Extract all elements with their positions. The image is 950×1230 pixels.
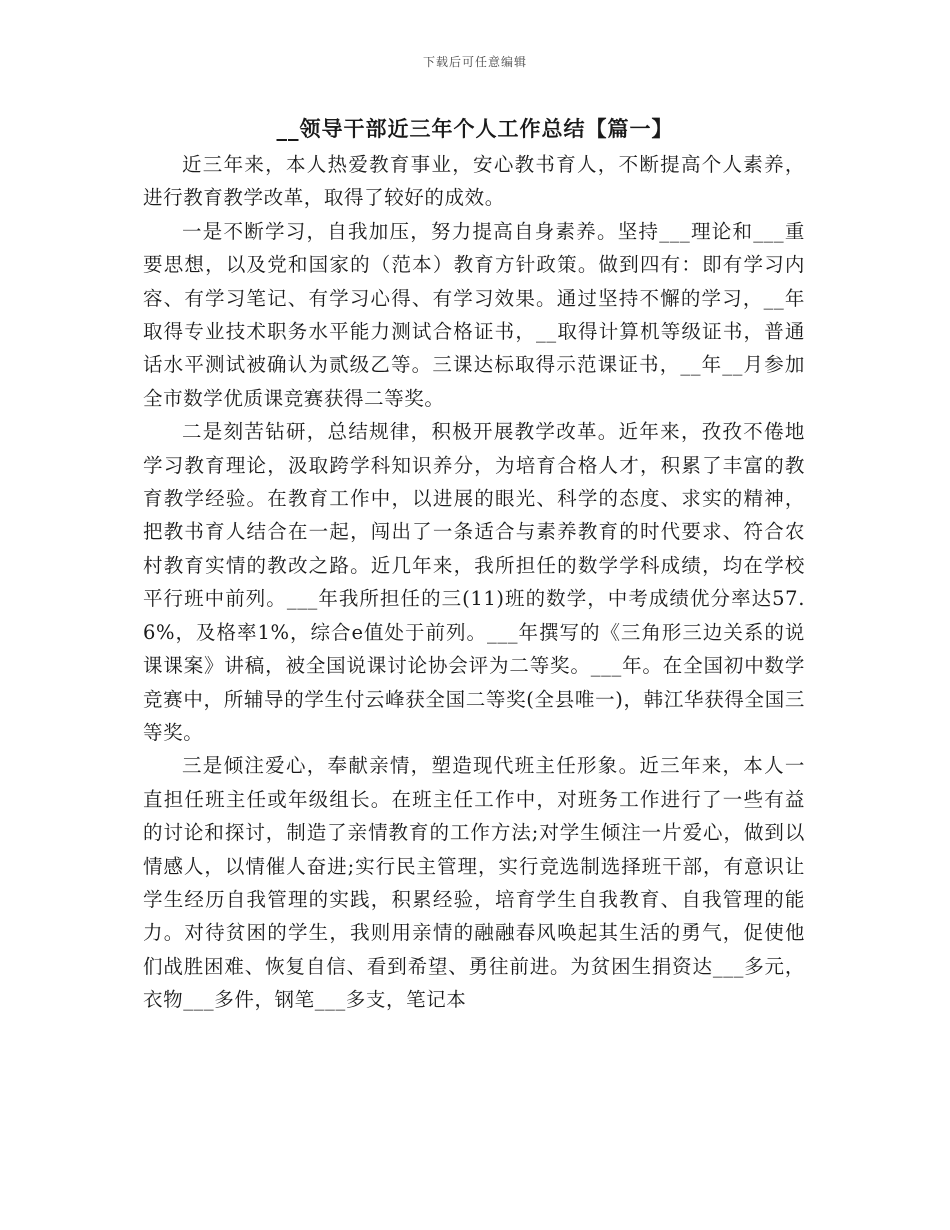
paragraph-intro: 近三年来，本人热爱教育事业，安心教书育人，不断提高个人素养，进行教育教学改革，取得了较好的成效。 [143,153,805,210]
document-body [143,148,805,1017]
paragraph-study: 一是不断学习，自我加压，努力提高自身素养。坚持___理论和___重要思想，以及党和国家的（范本）教育方针政策。做到四有：即有学习内容、有学习笔记、有学习心得、有学习效果。通过坚持不懈的学习，__年取得专业技术职务水平能力测试合格证书，__取得计算机等级证书，普通话水平测试被确认为贰级乙等。三课达标取得示范课证书，__年__月参加全市数学优质课竞赛获得二等奖。 [143,219,805,410]
document-title: __领导干部近三年个人工作总结【篇一】 [276,117,674,141]
paragraph-teaching-reform: 二是刻苦钻研，总结规律，积极开展教学改革。近年来，孜孜不倦地学习教育理论，汲取跨学科知识养分，为培育合格人才，积累了丰富的教育教学经验。在教育工作中，以进展的眼光、科学的态度、求实的精神，把教书育人结合在一起，闯出了一条适合与素养教育的时代要求、符合农村教育实情的教改之路。近几年来，我所担任的数学学科成绩，均在学校平行班中前列。___年我所担任的三(11)班的数学，中考成绩优分率达57.6%，及格率1%，综合e值处于前列。___年撰写的《三角形三边关系的说课课案》讲稿，被全国说课讨论协会评为二等奖。___年。在全国初中数学竞赛中，所辅导的学生付云峰获全国二等奖(全县唯一)，韩江华获得全国三等奖。 [143,420,805,744]
paragraph-class-teacher: 三是倾注爱心，奉献亲情，塑造现代班主任形象。近三年来，本人一直担任班主任或年级组长。在班主任工作中，对班务工作进行了一些有益的讨论和探讨，制造了亲情教育的工作方法;对学生倾注一片爱心，做到以情感人，以情催人奋进;实行民主管理，实行竞选制选择班干部，有意识让学生经历自我管理的实践，积累经验，培育学生自我教育、自我管理的能力。对待贫困的学生，我则用亲情的融融春风唤起其生活的勇气，促使他们战胜困难、恢复自信、看到希望、勇往前进。为贫困生捐资达___多元，衣物___多件，钢笔___多支，笔记本 [143,754,805,1012]
header-note: 下载后可任意编辑 [422,55,527,69]
